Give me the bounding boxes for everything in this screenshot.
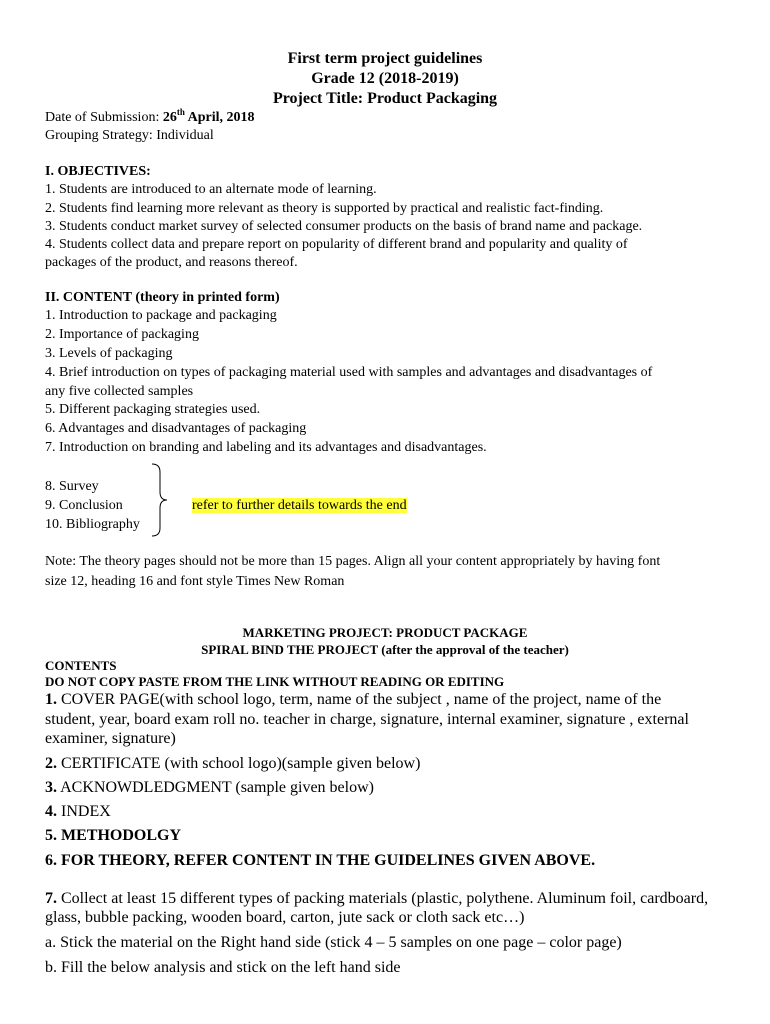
item-text: ACKNOWDLEDGMENT (sample given below): [57, 779, 374, 796]
item-acknowledgment: [45, 780, 374, 796]
note-line: size 12, heading 16 and font style Times New Roman: [45, 574, 345, 589]
objectives-heading: I. OBJECTIVES:: [45, 164, 151, 179]
item-number: 7.: [45, 890, 57, 907]
marketing-title: MARKETING PROJECT: PRODUCT PACKAGE: [242, 625, 528, 640]
item-number: 1.: [45, 691, 57, 708]
objective-line: 3. Students conduct market survey of selected consumer products on the basis of brand name and package.: [45, 219, 643, 234]
item-collect-materials-cont: glass, bubble packing, wooden board, carton, jute sack or cloth sack etc…): [45, 909, 525, 926]
objective-line: packages of the product, and reasons thereof.: [45, 255, 298, 270]
item-cover-page-cont: examiner, signature): [45, 730, 176, 747]
submission-date-rest: April, 2018: [184, 110, 255, 125]
item-number: 4.: [45, 803, 57, 820]
braced-item: 8. Survey: [45, 479, 99, 494]
brace-note: [192, 499, 407, 513]
right-brace-icon: [150, 462, 170, 538]
content-line: 1. Introduction to package and packaging: [45, 308, 277, 323]
sub-item-a: a. Stick the material on the Right hand side (stick 4 – 5 samples on one page – color page): [45, 934, 622, 951]
braced-item: 9. Conclusion: [45, 498, 123, 513]
item-cover-page-cont: student, year, board exam roll no. teacher in charge, signature, internal examiner, signature , external: [45, 711, 689, 728]
grouping-strategy: Grouping Strategy: Individual: [45, 128, 214, 143]
item-index: [45, 804, 111, 820]
objective-line: 4. Students collect data and prepare report on popularity of different brand and popularity and quality of: [45, 237, 628, 252]
content-line: 7. Introduction on branding and labeling and its advantages and disadvantages.: [45, 440, 487, 455]
submission-label: Date of Submission:: [45, 110, 163, 125]
approval-note: (after the approval of the teacher): [381, 642, 569, 657]
content-line: any five collected samples: [45, 384, 194, 399]
objective-line: 1. Students are introduced to an alternate mode of learning.: [45, 182, 377, 197]
content-heading: II. CONTENT (theory in printed form): [45, 290, 280, 305]
project-title: Project Title: Product Packaging: [272, 90, 498, 107]
item-text: Collect at least 15 different types of packing materials (plastic, polythene. Aluminum foil, cardboard,: [57, 890, 709, 907]
note-line: Note: The theory pages should not be more than 15 pages. Align all your content appropriately by having font: [45, 554, 661, 569]
submission-date: [45, 107, 255, 125]
sub-item-b: b. Fill the below analysis and stick on the left hand side: [45, 959, 401, 976]
item-text: CERTIFICATE (with school logo)(sample given below): [57, 755, 421, 772]
spiral-bind-label: SPIRAL BIND THE PROJECT: [201, 642, 382, 657]
braced-item: 10. Bibliography: [45, 517, 140, 532]
item-number: 2.: [45, 755, 57, 772]
submission-day: 26: [162, 110, 177, 125]
content-line: 4. Brief introduction on types of packaging material used with samples and advantages and disadvantages of: [45, 365, 653, 380]
item-theory: 6. FOR THEORY, REFER CONTENT IN THE GUIDELINES GIVEN ABOVE.: [45, 852, 596, 869]
contents-label: CONTENTS: [45, 658, 117, 673]
copy-warning: DO NOT COPY PASTE FROM THE LINK WITHOUT READING OR EDITING: [45, 674, 505, 689]
item-number: 3.: [45, 779, 57, 796]
marketing-subtitle: [0, 643, 770, 656]
objective-line: 2. Students find learning more relevant as theory is supported by practical and realistic fact-finding.: [45, 201, 604, 216]
grade-title: Grade 12 (2018-2019): [311, 70, 459, 87]
item-cover-page: [45, 692, 661, 708]
content-line: 5. Different packaging strategies used.: [45, 402, 261, 417]
item-certificate: [45, 756, 420, 772]
item-text: COVER PAGE(with school logo, term, name of the subject , name of the project, name of the: [57, 691, 662, 708]
item-text: INDEX: [57, 803, 111, 820]
submission-day-suffix: th: [176, 107, 185, 117]
brace-note-highlight: refer to further details towards the end: [192, 498, 407, 513]
content-line: 2. Importance of packaging: [45, 327, 199, 342]
item-collect-materials: [45, 891, 708, 907]
item-methodology: 5. METHODOLGY: [45, 827, 182, 844]
content-line: 3. Levels of packaging: [45, 346, 173, 361]
doc-title: First term project guidelines: [287, 50, 483, 67]
content-line: 6. Advantages and disadvantages of packaging: [45, 421, 307, 436]
